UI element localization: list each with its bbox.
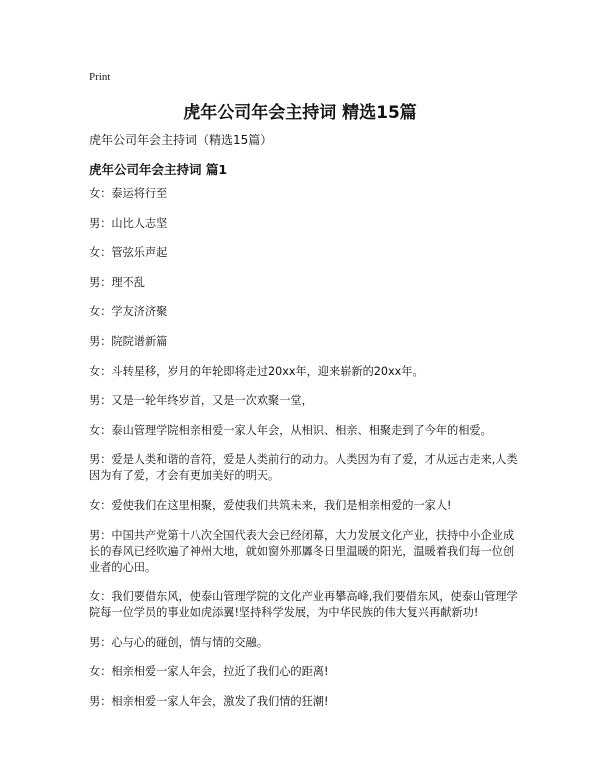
section-heading: 虎年公司年会主持词 篇1 [89, 162, 228, 177]
paragraph: 男：中国共产党第十八次全国代表大会已经闭幕，大力发展文化产业，扶持中小企业成长的春风已经吹遍了神州大地，就如窗外那羼冬日里温暖的阳光，温暖着我们每一位创业者的心田。 [89, 528, 515, 574]
paragraph: 女：相亲相爱一家人年会，拉近了我们心的距离! [89, 665, 329, 679]
paragraph: 女：泰山管理学院相亲相爱一家人年会，从相识、相亲、相聚走到了今年的相爱。 [89, 423, 492, 437]
paragraph: 女：学友济济聚 [89, 305, 168, 319]
paragraph: 男：院院谱新篇 [89, 334, 168, 348]
document-title: 虎年公司年会主持词 精选15篇 [183, 103, 417, 123]
document-subtitle: 虎年公司年会主持词（精选15篇） [89, 133, 273, 147]
paragraph: 男：又是一轮年终岁首，又是一次欢聚一堂， [89, 394, 313, 408]
paragraph: 女：泰运将行至 [89, 187, 168, 200]
paragraph: 女：我们要借东风，使泰山管理学院的文化产业再攀高峰,我们要借东风，使泰山管理学院每一位学员的事业如虎添翼!坚持科学发展，为中华民族的伟大复兴再献新功! [89, 590, 518, 620]
paragraph: 男：理不乱 [89, 275, 145, 289]
paragraph: 男：山比人志坚 [89, 216, 168, 230]
paragraph: 男：相亲相爱一家人年会，激发了我们情的狂潮! [89, 694, 329, 708]
paragraph: 女：斗转星移，岁月的年轮即将走过20xx年，迎来崭新的20xx年。 [89, 364, 424, 378]
paragraph: 女：管弦乐声起 [89, 246, 168, 260]
paragraph: 男：心与心的碰创，情与情的交融。 [89, 635, 269, 649]
paragraph: 男：爱是人类和谐的音符，爱是人类前行的动力。人类因为有了爱，才从远古走来,人类因为有了爱，才会有更加美好的明天。 [89, 453, 518, 483]
print-link[interactable]: Print [89, 71, 111, 83]
paragraph: 女：爱使我们在这里相聚，爱使我们共筑未来，我们是相亲相爱的一家人! [89, 498, 452, 512]
document-body [89, 186, 519, 724]
